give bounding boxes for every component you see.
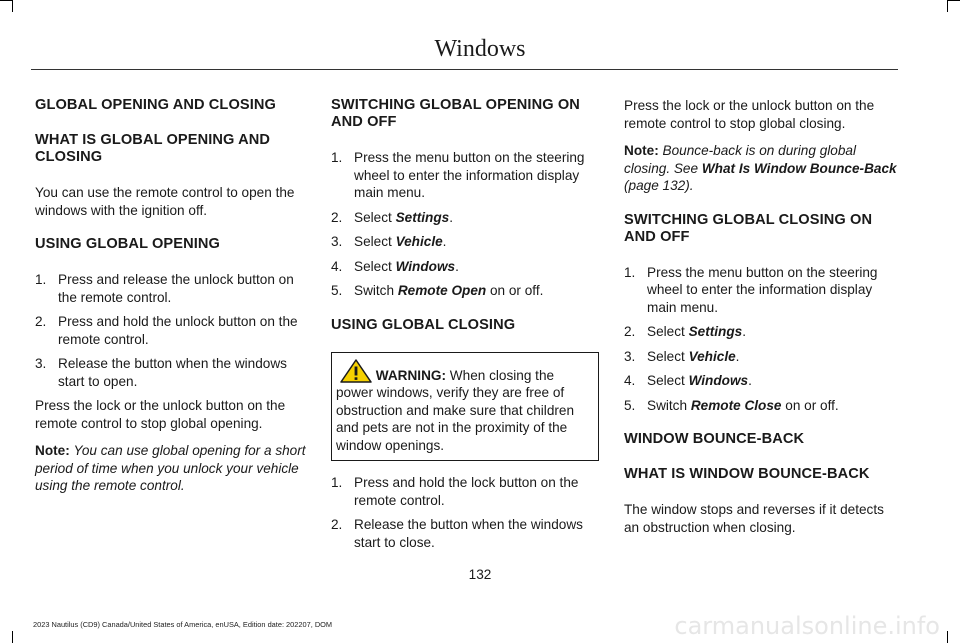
step-number: 3.	[35, 356, 47, 371]
step-emphasis: Settings	[395, 209, 450, 225]
step-number: 2.	[331, 209, 343, 225]
step-number: 2.	[35, 314, 47, 329]
step-text: Select	[647, 373, 689, 388]
note-link[interactable]: What Is Window Bounce-Back	[701, 160, 897, 176]
step-text: Select	[354, 234, 396, 249]
column-right	[624, 97, 899, 546]
step-suffix: .	[455, 258, 459, 274]
note-page-ref: (page 132).	[624, 178, 694, 193]
heading-what-is-bounce-back: WHAT IS WINDOW BOUNCE-BACK	[624, 466, 870, 482]
step-number: 1.	[624, 264, 636, 280]
step-emphasis: Remote Open	[397, 283, 487, 298]
list-item	[624, 264, 899, 317]
stop-closing-text: Press the lock or the unlock button on the remote control to stop global closing.	[624, 98, 875, 131]
list-item	[331, 516, 599, 551]
note-text: You can use global opening for a short period of time when you unlock your vehicle using the remote control.	[35, 443, 306, 493]
step-emphasis: Remote Close	[690, 397, 782, 413]
step-number: 1.	[331, 475, 343, 490]
section-heading: GLOBAL OPENING AND CLOSING	[35, 97, 276, 113]
header-divider	[31, 69, 898, 70]
step-number: 2.	[331, 517, 343, 532]
step-text: Press the menu button on the steering wheel to enter the information display main menu.	[354, 150, 585, 200]
step-emphasis: Vehicle	[395, 234, 443, 249]
intro-text: You can use the remote control to open the windows with the ignition off.	[35, 185, 295, 218]
page-title: Windows	[434, 36, 526, 62]
list-item	[624, 348, 899, 366]
warning-box	[331, 352, 599, 462]
list-item	[331, 474, 599, 509]
crop-mark	[947, 631, 948, 643]
heading-switch-closing: SWITCHING GLOBAL CLOSING ON AND OFF	[624, 211, 873, 245]
page-number: 132	[468, 567, 492, 582]
list-item	[331, 258, 599, 276]
crop-mark	[0, 0, 12, 1]
step-number: 3.	[624, 348, 636, 364]
watermark: carmanualsonline.info	[674, 612, 940, 640]
step-suffix: .	[735, 348, 740, 364]
warning-text: When closing the power windows, verify they are free of obstruction and make sure that children and pets are not in the proximity of the window openings.	[336, 367, 575, 453]
step-suffix: on or off.	[781, 397, 839, 413]
step-text: Press and hold the unlock button on the remote control.	[58, 314, 298, 347]
crop-mark	[12, 0, 13, 12]
note	[624, 142, 899, 195]
step-emphasis: Settings	[688, 324, 743, 339]
step-number: 5.	[331, 283, 343, 298]
step-text: Switch	[647, 397, 691, 413]
step-suffix: .	[748, 373, 752, 388]
step-suffix: .	[742, 324, 746, 339]
step-suffix: .	[449, 209, 453, 225]
note-text: Bounce-back is on during global closing. See	[624, 143, 856, 176]
step-emphasis: Windows	[688, 373, 749, 388]
step-number: 4.	[624, 373, 636, 388]
column-left	[35, 97, 310, 505]
step-text: Release the button when the windows start to close.	[354, 517, 583, 550]
step-number: 1.	[331, 150, 343, 165]
step-number: 4.	[331, 258, 343, 274]
step-number: 2.	[624, 324, 636, 339]
warning-triangle-icon	[340, 359, 372, 383]
note-label: Note:	[624, 143, 659, 158]
list-item	[35, 271, 310, 306]
list-item	[331, 233, 599, 251]
step-text: Select	[647, 324, 689, 339]
bounce-back-text: The window stops and reverses if it detects an obstruction when closing.	[624, 502, 884, 535]
note-label: Note:	[35, 443, 70, 458]
step-text: Press and hold the lock button on the remote control.	[354, 475, 579, 508]
step-number: 3.	[331, 234, 343, 249]
stop-opening-text: Press the lock or the unlock button on the remote control to stop global opening.	[35, 398, 286, 431]
list-item	[35, 313, 310, 348]
step-suffix: on or off.	[486, 283, 544, 298]
step-text: Press the menu button on the steering wheel to enter the information display main menu.	[647, 264, 878, 315]
step-text: Release the button when the windows start to open.	[58, 356, 287, 389]
step-number: 5.	[624, 397, 636, 413]
list-item	[624, 397, 899, 415]
list-item	[624, 323, 899, 341]
list-item	[331, 149, 599, 202]
heading-switch-opening: SWITCHING GLOBAL OPENING ON AND OFF	[331, 97, 580, 130]
step-text: Press and release the unlock button on the remote control.	[58, 272, 294, 305]
edition-line: 2023 Nautilus (CD9) Canada/United States of America, enUSA, Edition date: 202207, DOM	[33, 620, 333, 629]
step-text: Switch	[354, 283, 398, 298]
step-number: 1.	[35, 272, 47, 287]
subheading-using-opening: USING GLOBAL OPENING	[35, 236, 220, 252]
step-suffix: .	[442, 234, 447, 249]
note	[35, 442, 310, 495]
step-emphasis: Windows	[395, 258, 456, 274]
list-item	[331, 282, 599, 300]
heading-bounce-back: WINDOW BOUNCE-BACK	[624, 431, 805, 447]
list-item	[331, 209, 599, 227]
step-text: Select	[647, 348, 689, 364]
step-emphasis: Vehicle	[688, 348, 736, 364]
list-item	[624, 372, 899, 390]
crop-mark	[12, 631, 13, 643]
warning-label: WARNING:	[375, 367, 447, 383]
step-text: Select	[354, 258, 396, 274]
heading-using-closing: USING GLOBAL CLOSING	[331, 316, 516, 333]
subheading-what-is: WHAT IS GLOBAL OPENING AND CLOSING	[35, 132, 271, 165]
crop-mark	[948, 0, 960, 1]
crop-mark	[947, 0, 948, 12]
column-middle	[331, 97, 599, 558]
list-item	[35, 355, 310, 390]
step-text: Select	[354, 209, 396, 225]
